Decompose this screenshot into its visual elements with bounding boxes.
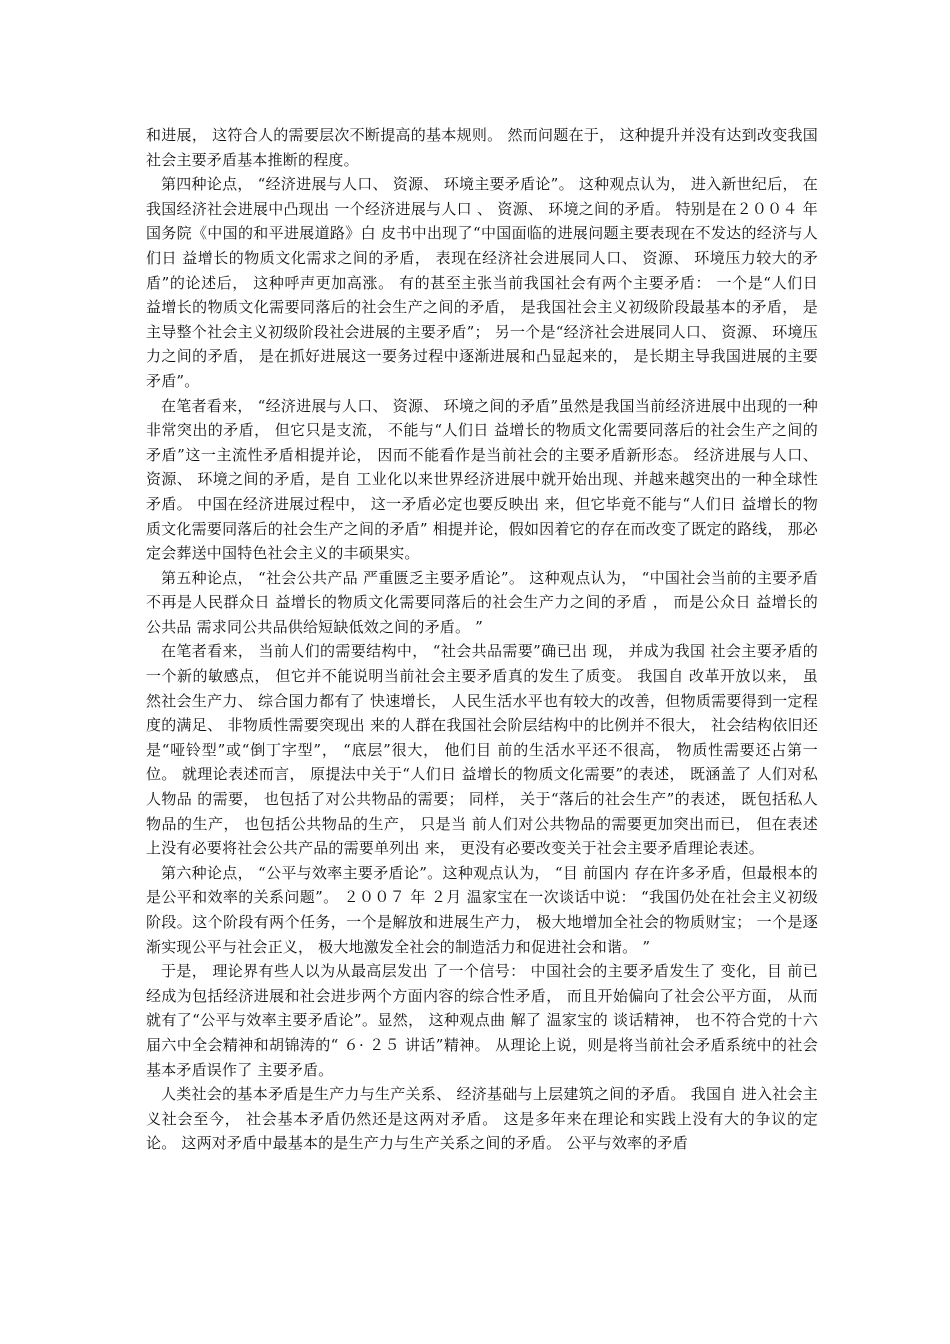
paragraph-author-view-1: 在笔者看来， “经济进展与人口、 资源、 环境之间的矛盾”虽然是我国当前经济进展中出现的一种非常突出的矛盾， 但它只是支流， 不能与“人们日 益增长的物质文化需要同落后的社会生产之间的矛盾”这一主流性矛盾相提并论， 因而不能看作是当前社会的主要矛盾新形态。 经济进展与人口、 资源、 环境之间的矛盾，是自 工业化以来世界经济进展中就开始出现、并越来越突出的一种全球性矛盾。 中国在经济进展过程中， 这一矛盾必定也要反映出 来，但它毕竟不能与“人们日 益增长的物质文化需要同落后的社会生产之间的矛盾” 相提并论，假如因着它的存在而改变了既定的路线， 那必定会葬送中国特色社会主义的丰硕果实。 (146, 396, 818, 563)
paragraph-continuation: 和进展， 这符合人的需要层次不断提高的基本规则。 然而问题在于， 这种提升并没有达到改变我国社会主要矛盾基本推断的程度。 (146, 126, 818, 169)
paragraph-sixth-view: 第六种论点， “公平与效率主要矛盾论”。这种观点认为， “目 前国内 存在许多矛盾，但最根本的是公平和效率的关系问题”。 ２００７ 年 ２月 温家宝在一次谈话中说： “我国仍处在社会主义初级阶段。这个阶段有两个任务，一个是解放和进展生产力， 极大地增加全社会的物质财宝； 一个是逐渐实现公平与社会正义， 极大地激发全社会的制造活力和促进社会和谐。 ” (146, 863, 818, 956)
paragraph-fifth-view: 第五种论点， “社会公共产品 严重匮乏主要矛盾论”。 这种观点认为， “中国社会当前的主要矛盾不再是人民群众日 益增长的物质文化需要同落后的社会生产力之间的矛盾 ， 而是公众日 益增长的公共品 需求同公共品供给短缺低效之间的矛盾。 ” (146, 568, 818, 636)
paragraph-theory-signal: 于是， 理论界有些人以为从最高层发出 了一个信号： 中国社会的主要矛盾发生了 变化，目 前已经成为包括经济进展和社会进步两个方面内容的综合性矛盾， 而且开始偏向了社会公平方面， 从而就有了“公平与效率主要矛盾论”。显然， 这种观点曲 解了 温家宝的 谈话精神， 也不符合党的十六届六中全会精神和胡锦涛的“ ６· ２５ 讲话”精神。 从理论上说，则是将当前社会矛盾系统中的社会基本矛盾误作了 主要矛盾。 (146, 962, 818, 1079)
paragraph-basic-contradiction: 人类社会的基本矛盾是生产力与生产关系、 经济基础与上层建筑之间的矛盾。 我国自 进入社会主义社会至今， 社会基本矛盾仍然还是这两对矛盾。 这是多年来在理论和实践上没有大的争议的定论。 这两对矛盾中最基本的是生产力与生产关系之间的矛盾。 公平与效率的矛盾 (146, 1085, 818, 1153)
document-body (146, 123, 818, 1156)
paragraph-author-view-2: 在笔者看来， 当前人们的需要结构中， “社会共品需要”确已出 现， 并成为我国 社会主要矛盾的一个新的敏感点， 但它并不能说明当前社会主要矛盾真的发生了质变。 我国自 改革开放以来， 虽然社会生产力、 综合国力都有了 快速增长， 人民生活水平也有较大的改善，但物质需要得到一定程度的满足、 非物质性需要突现出 来的人群在我国社会阶层结构中的比例并不很大， 社会结构依旧还是“哑铃型”或“倒丁字型”， “底层”很大， 他们目 前的生活水平还不很高， 物质性需要还占第一位。 就理论表述而言， 原提法中关于“人们日 益增长的物质文化需要”的表述， 既涵盖了 人们对私人物品 的需要， 也包括了对公共物品的需要； 同样， 关于“落后的社会生产”的表述， 既包括私人物品的生产， 也包括公共物品的生产， 只是当 前人们对公共物品的需要更加突出而已， 但在表述上没有必要将社会公共产品的需要单列出 来， 更没有必要改变关于社会主要矛盾理论表述。 (146, 642, 818, 858)
paragraph-fourth-view: 第四种论点， “经济进展与人口、 资源、 环境主要矛盾论”。 这种观点认为， 进入新世纪后， 在我国经济社会进展中凸现出 一个经济进展与人口 、 资源、 环境之间的矛盾。 特别是在２００４ 年国务院《中国的和平进展道路》白 皮书中出现了“中国面临的进展问题主要表现在不发达的经济与人们日 益增长的物质文化需求之间的矛盾， 表现在经济社会进展同人口、 资源、 环境压力较大的矛盾”的论述后， 这种呼声更加高涨。 有的甚至主张当前我国社会有两个主要矛盾： 一个是“人们日 益增长的物质文化需要同落后的社会生产之间的矛盾， 是我国社会主义初级阶段最基本的矛盾， 是主导整个社会主义初级阶段社会进展的主要矛盾”； 另一个是“经济社会进展同人口、 资源、 环境压力之间的矛盾， 是在抓好进展这一要务过程中逐渐进展和凸显起来的， 是长期主导我国进展的主要矛盾”。 (146, 175, 818, 390)
